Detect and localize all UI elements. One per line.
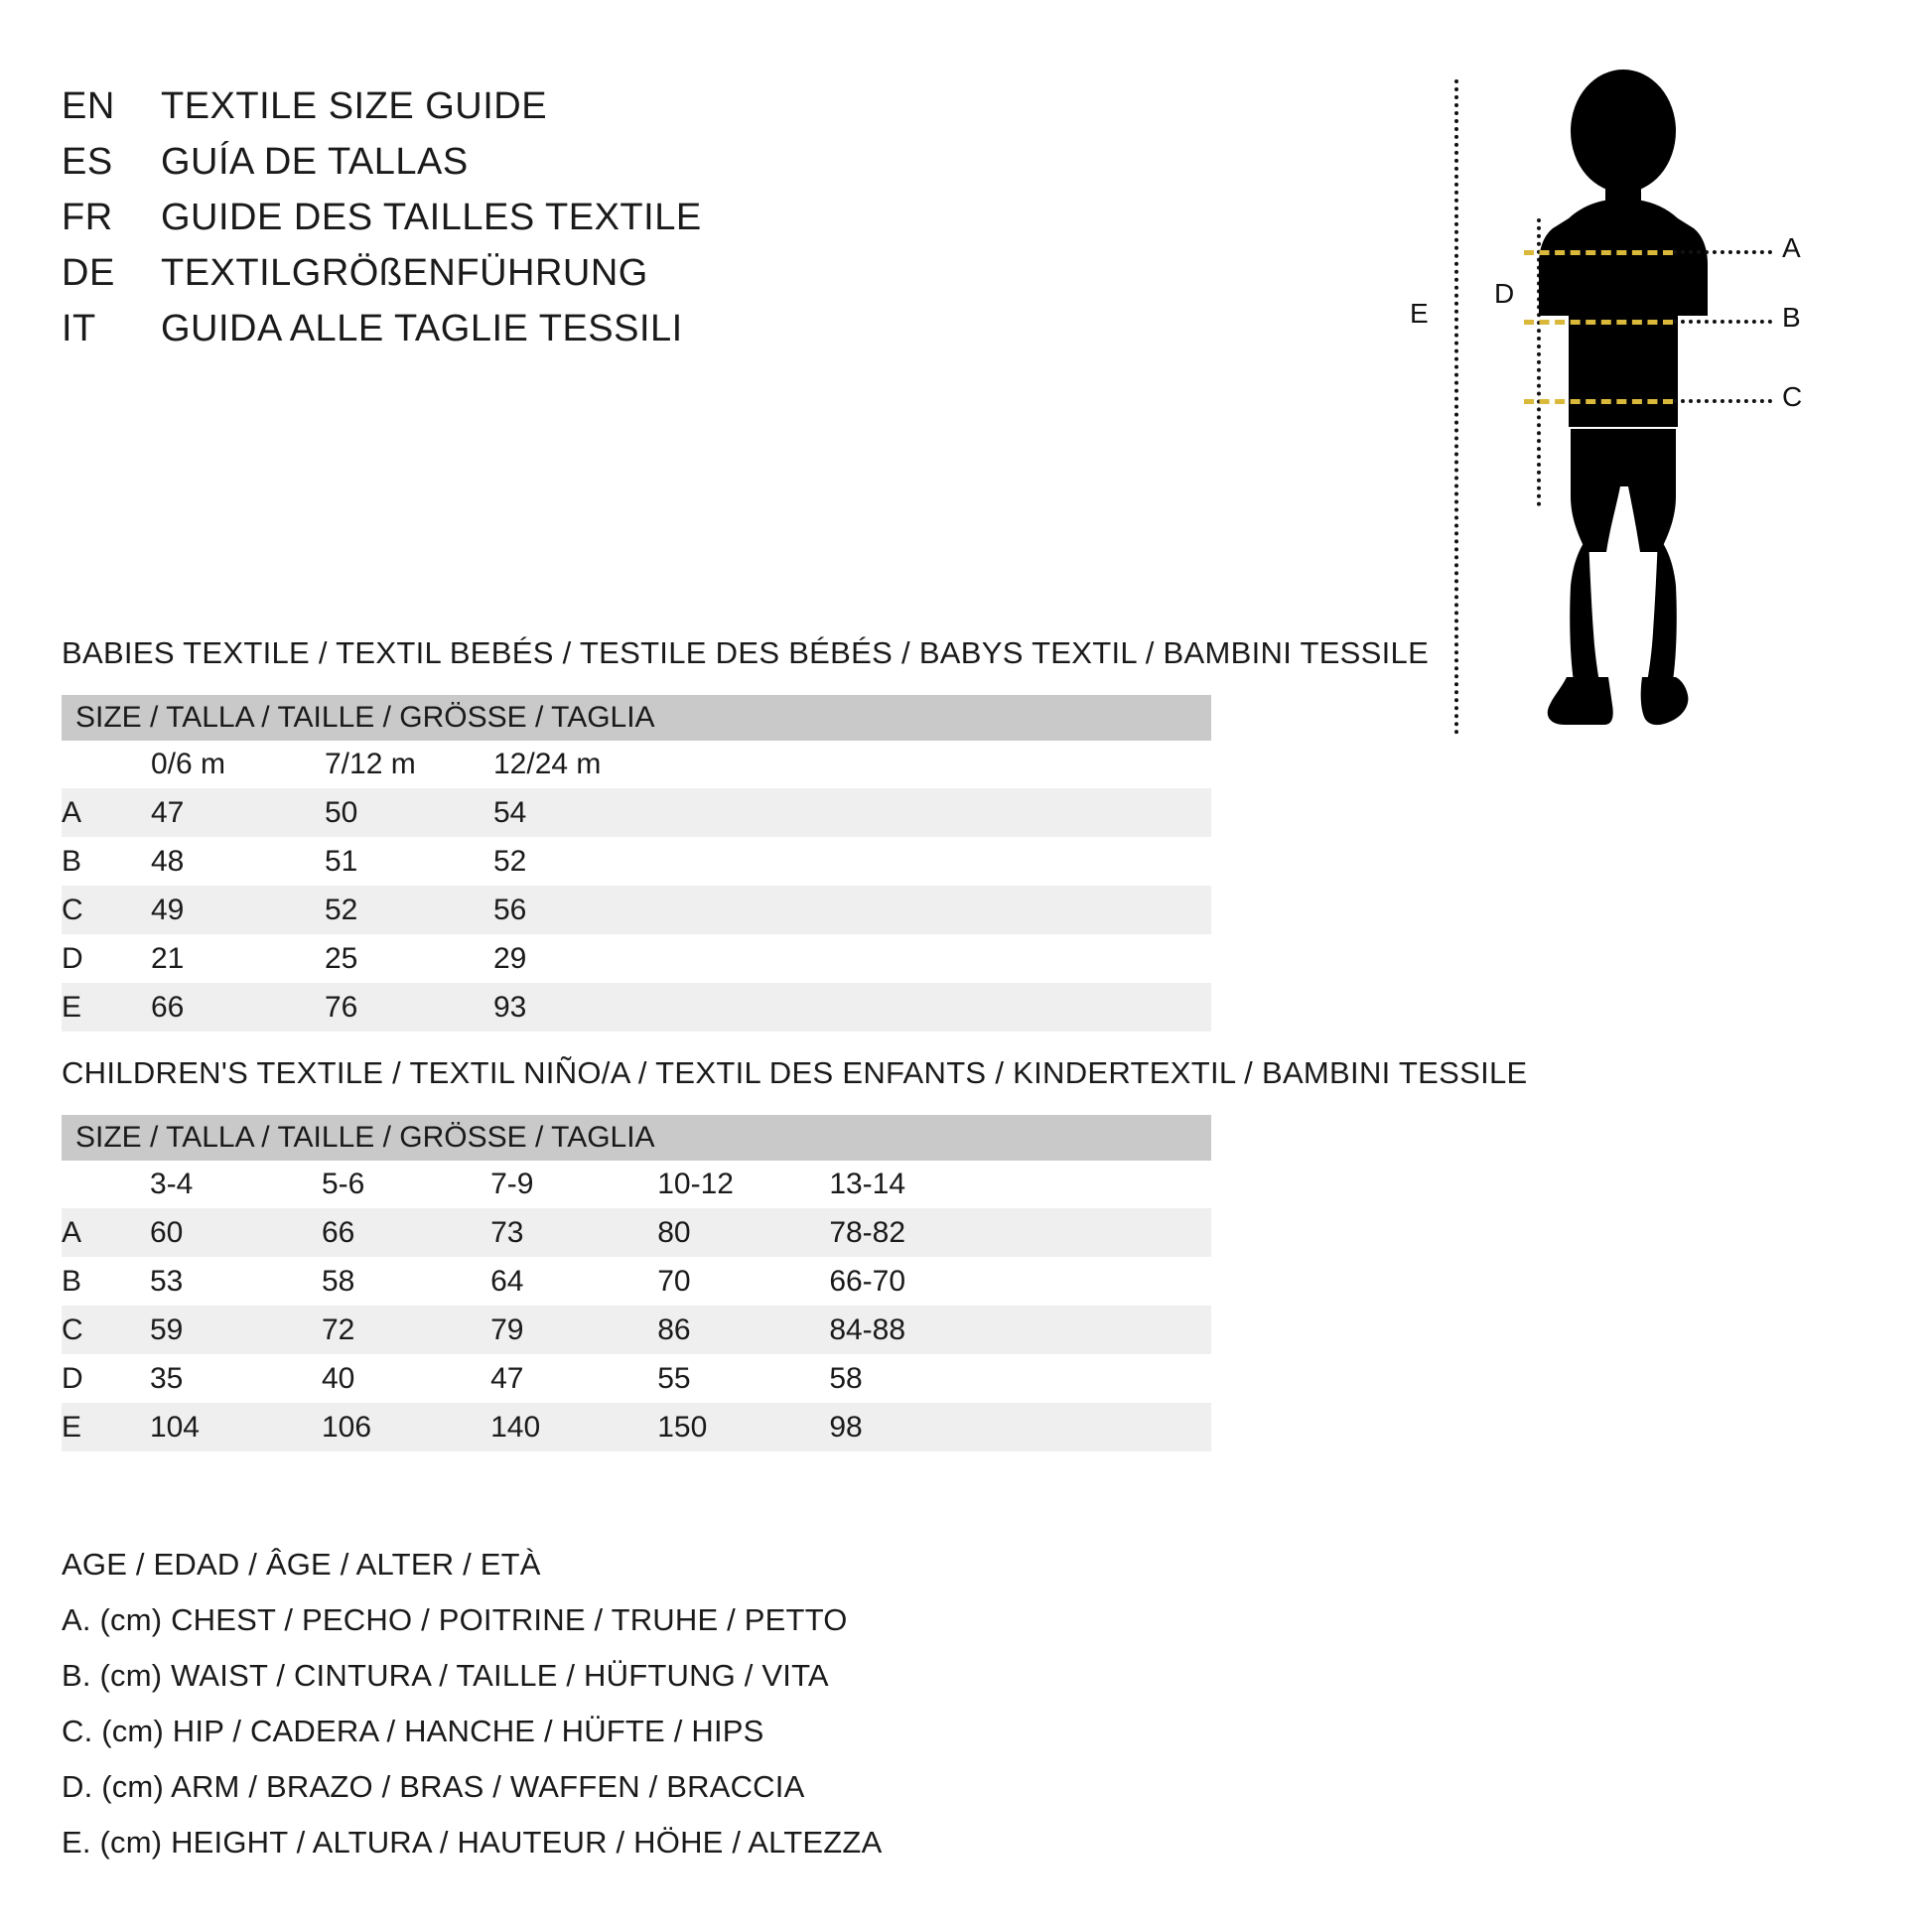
babies-col-0: 0/6 m bbox=[151, 748, 226, 780]
children-row-label-b: B bbox=[62, 1264, 82, 1298]
legend-line-age: AGE / EDAD / ÂGE / ALTER / ETÀ bbox=[62, 1547, 541, 1582]
language-code-en: EN bbox=[62, 85, 115, 127]
children-a-2: 73 bbox=[490, 1215, 524, 1249]
children-col-2: 7-9 bbox=[490, 1168, 534, 1200]
language-title-block bbox=[62, 85, 1054, 363]
table-row bbox=[62, 837, 1211, 886]
children-e-3: 150 bbox=[657, 1410, 708, 1444]
babies-row-label-a: A bbox=[62, 795, 82, 829]
children-band-label: SIZE / TALLA / TAILLE / GRÖSSE / TAGLIA bbox=[75, 1121, 655, 1154]
babies-size-table bbox=[62, 695, 1211, 1032]
babies-c-filler bbox=[1010, 886, 1211, 934]
babies-b-2: 52 bbox=[493, 844, 527, 878]
babies-row-label-d: D bbox=[62, 941, 83, 975]
chest-guide-line-a bbox=[1524, 250, 1673, 255]
babies-col-2: 12/24 m bbox=[493, 748, 602, 780]
legend-line-d: D. (cm) ARM / BRAZO / BRAS / WAFFEN / BRACCIA bbox=[62, 1769, 805, 1804]
children-c-3: 86 bbox=[657, 1312, 691, 1346]
children-d-3: 55 bbox=[657, 1361, 691, 1395]
language-code-it: IT bbox=[62, 308, 96, 349]
table-row bbox=[62, 1208, 1211, 1257]
babies-row-label-b: B bbox=[62, 844, 82, 878]
babies-row-label-c: C bbox=[62, 893, 83, 926]
hip-guide-line-c bbox=[1524, 399, 1673, 404]
legend-line-e: E. (cm) HEIGHT / ALTURA / HAUTEUR / HÖHE / ALTEZZA bbox=[62, 1825, 883, 1860]
language-title-fr: GUIDE DES TAILLES TEXTILE bbox=[161, 197, 702, 238]
children-section-title: CHILDREN'S TEXTILE / TEXTIL NIÑO/A / TEXTIL DES ENFANTS / KINDERTEXTIL / BAMBINI TESSILE bbox=[62, 1055, 1528, 1090]
table-row bbox=[62, 1257, 1211, 1306]
legend-line-c: C. (cm) HIP / CADERA / HANCHE / HÜFTE / HIPS bbox=[62, 1714, 764, 1748]
table-row bbox=[62, 1354, 1211, 1403]
babies-d-2: 29 bbox=[493, 941, 527, 975]
language-title-en: TEXTILE SIZE GUIDE bbox=[161, 85, 548, 127]
language-title-de: TEXTILGRÖßENFÜHRUNG bbox=[161, 252, 648, 294]
children-d-2: 47 bbox=[490, 1361, 524, 1395]
language-row-en bbox=[62, 85, 1054, 141]
legend-line-b: B. (cm) WAIST / CINTURA / TAILLE / HÜFTUNG / VITA bbox=[62, 1658, 829, 1693]
babies-e-filler bbox=[1010, 983, 1211, 1032]
language-row-es bbox=[62, 141, 1054, 197]
children-size-table bbox=[62, 1115, 1211, 1451]
chest-pointer-a bbox=[1673, 250, 1772, 254]
legend-line-a: A. (cm) CHEST / PECHO / POITRINE / TRUHE / PETTO bbox=[62, 1602, 848, 1637]
language-title-it: GUIDA ALLE TAGLIE TESSILI bbox=[161, 308, 683, 349]
babies-column-header-row bbox=[62, 741, 1211, 788]
children-corner-cell bbox=[62, 1161, 150, 1208]
child-silhouette-icon bbox=[1509, 69, 1737, 745]
babies-col-filler bbox=[1010, 741, 1211, 788]
babies-corner-cell bbox=[62, 741, 151, 788]
babies-c-2: 56 bbox=[493, 893, 527, 926]
guide-label-c: C bbox=[1782, 381, 1803, 412]
children-b-1: 58 bbox=[322, 1264, 355, 1298]
babies-d-1: 25 bbox=[325, 941, 358, 975]
children-row-label-e: E bbox=[62, 1410, 82, 1444]
children-table-band bbox=[62, 1115, 1211, 1161]
children-row-label-a: A bbox=[62, 1215, 82, 1249]
children-a-1: 66 bbox=[322, 1215, 355, 1249]
babies-table-band bbox=[62, 695, 1211, 741]
babies-e-1: 76 bbox=[325, 990, 358, 1024]
table-row bbox=[62, 788, 1211, 837]
language-row-it bbox=[62, 308, 1054, 363]
babies-a-filler bbox=[1010, 788, 1211, 837]
language-code-es: ES bbox=[62, 141, 113, 183]
table-row bbox=[62, 886, 1211, 934]
table-row bbox=[62, 1403, 1211, 1451]
children-d-0: 35 bbox=[149, 1361, 184, 1395]
measurement-figure bbox=[1370, 69, 1866, 755]
table-row bbox=[62, 934, 1211, 983]
children-e-0: 104 bbox=[149, 1410, 200, 1444]
children-c-2: 79 bbox=[490, 1312, 524, 1346]
guide-label-e: E bbox=[1410, 298, 1429, 329]
guide-label-d: D bbox=[1494, 278, 1515, 309]
babies-c-0: 49 bbox=[151, 893, 185, 926]
children-b-2: 64 bbox=[490, 1264, 524, 1298]
children-d-4: 58 bbox=[829, 1361, 863, 1395]
children-e-1: 106 bbox=[322, 1410, 372, 1444]
babies-col-1: 7/12 m bbox=[325, 748, 416, 780]
babies-d-filler bbox=[1010, 934, 1211, 983]
children-c-4: 84-88 bbox=[829, 1312, 906, 1346]
children-col-1: 5-6 bbox=[322, 1168, 365, 1200]
waist-guide-line-b bbox=[1524, 320, 1673, 325]
babies-a-1: 50 bbox=[325, 795, 358, 829]
babies-d-0: 21 bbox=[151, 941, 185, 975]
language-title-es: GUÍA DE TALLAS bbox=[161, 141, 469, 183]
children-column-header-row bbox=[62, 1161, 1211, 1208]
children-b-4: 66-70 bbox=[829, 1264, 906, 1298]
babies-b-1: 51 bbox=[325, 844, 358, 878]
children-d-1: 40 bbox=[322, 1361, 355, 1395]
children-col-4: 13-14 bbox=[829, 1168, 906, 1200]
height-guide-line-e bbox=[1454, 79, 1458, 735]
babies-section-title: BABIES TEXTILE / TEXTIL BEBÉS / TESTILE DES BÉBÉS / BABYS TEXTIL / BAMBINI TESSILE bbox=[62, 635, 1430, 670]
children-c-0: 59 bbox=[149, 1312, 184, 1346]
children-c-1: 72 bbox=[322, 1312, 355, 1346]
waist-pointer-b bbox=[1673, 320, 1772, 324]
babies-band-label: SIZE / TALLA / TAILLE / GRÖSSE / TAGLIA bbox=[75, 701, 655, 734]
babies-a-2: 54 bbox=[493, 795, 527, 829]
language-row-de bbox=[62, 252, 1054, 308]
babies-b-0: 48 bbox=[151, 844, 185, 878]
measurement-legend bbox=[62, 1547, 1451, 1880]
children-b-3: 70 bbox=[657, 1264, 691, 1298]
language-row-fr bbox=[62, 197, 1054, 252]
babies-row-label-e: E bbox=[62, 990, 82, 1024]
babies-e-2: 93 bbox=[493, 990, 527, 1024]
hip-pointer-c bbox=[1673, 399, 1772, 403]
table-row bbox=[62, 983, 1211, 1032]
children-row-label-d: D bbox=[62, 1361, 83, 1395]
babies-c-1: 52 bbox=[325, 893, 358, 926]
children-e-2: 140 bbox=[490, 1410, 541, 1444]
language-code-fr: FR bbox=[62, 197, 113, 238]
language-code-de: DE bbox=[62, 252, 115, 294]
children-a-3: 80 bbox=[657, 1215, 691, 1249]
children-row-label-c: C bbox=[62, 1312, 83, 1346]
children-a-4: 78-82 bbox=[829, 1215, 906, 1249]
table-row bbox=[62, 1306, 1211, 1354]
babies-e-0: 66 bbox=[151, 990, 185, 1024]
children-a-0: 60 bbox=[149, 1215, 184, 1249]
children-b-0: 53 bbox=[149, 1264, 184, 1298]
babies-b-filler bbox=[1010, 837, 1211, 886]
guide-label-b: B bbox=[1782, 302, 1801, 333]
babies-a-0: 47 bbox=[151, 795, 185, 829]
children-e-4: 98 bbox=[829, 1410, 863, 1444]
children-col-0: 3-4 bbox=[149, 1168, 194, 1200]
guide-label-a: A bbox=[1782, 232, 1801, 263]
children-col-3: 10-12 bbox=[657, 1168, 734, 1200]
